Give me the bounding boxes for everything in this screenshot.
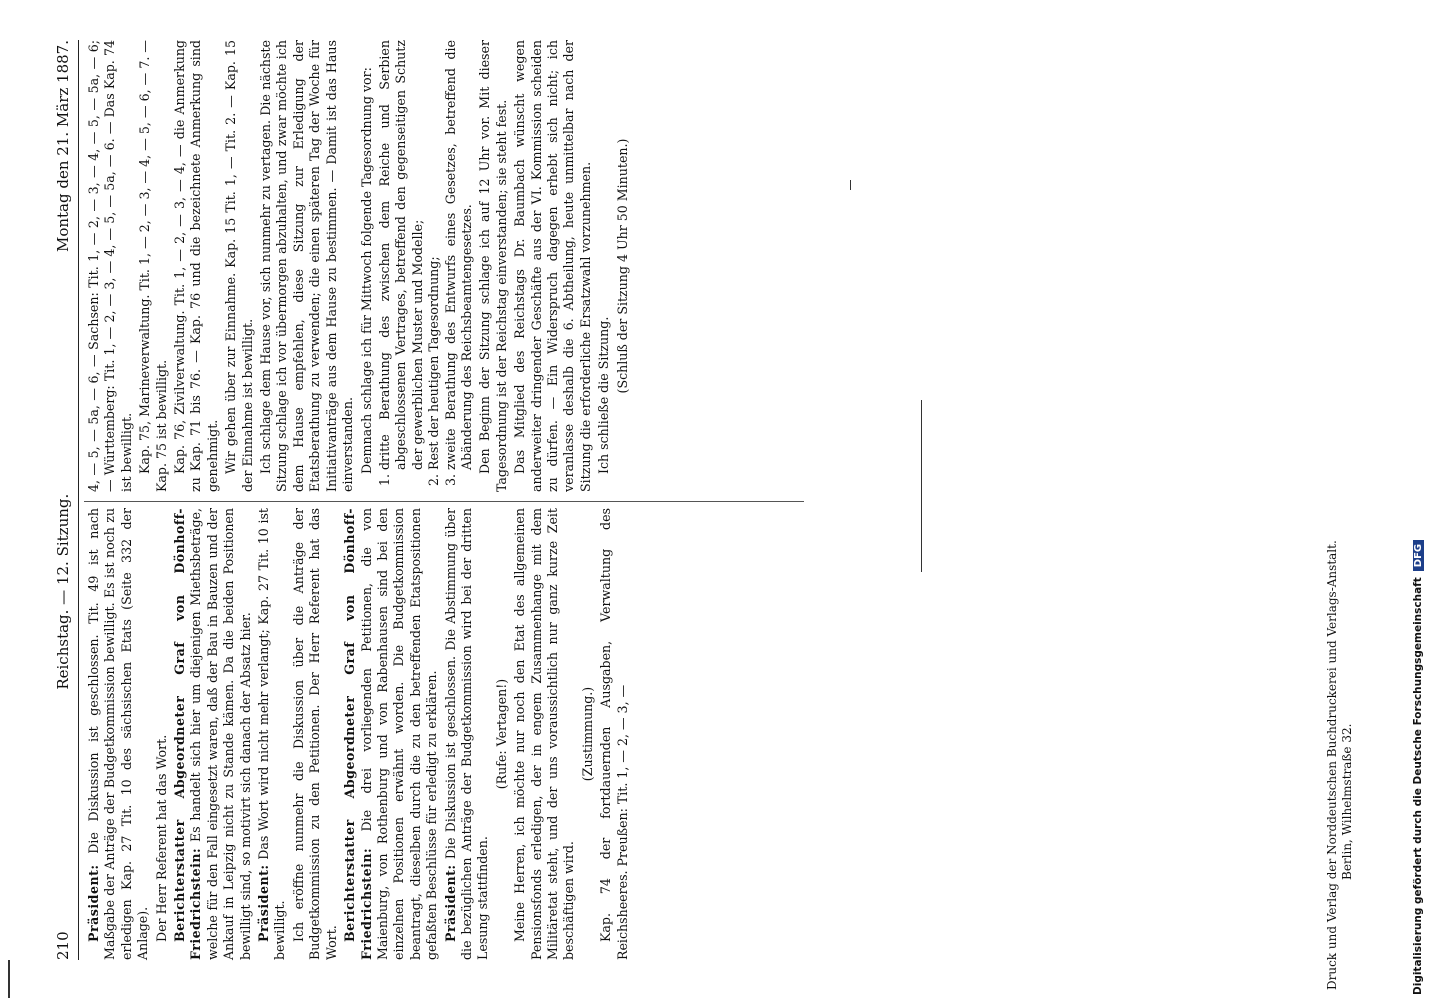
imprint-line-1: Druck und Verlag der Norddeutschen Buchdruckerei und Verlags-Anstalt. xyxy=(1325,540,1339,990)
header-title: Reichstag. — 12. Sitzung. xyxy=(54,493,72,690)
text-column-right xyxy=(86,40,806,492)
paragraph xyxy=(477,40,510,492)
column-divider xyxy=(84,501,804,502)
agenda-list xyxy=(377,40,475,492)
speaker-name: Präsident: xyxy=(86,864,101,942)
text-column-left xyxy=(86,508,806,960)
speaker-name: Berichterstatter Abgeordneter Graf von Dönhoff-Friedrichstein: xyxy=(172,508,204,960)
paragraph: (Rufe: Vertagen!) xyxy=(493,678,509,790)
paragraph-text: Den Beginn der Sitzung schlage ich auf 12 Uhr vor. Mit dieser Tagesordnung ist der Reichstag einverstanden; sie steht fest. xyxy=(477,40,509,492)
page-number: 210 xyxy=(54,931,72,960)
paragraph xyxy=(512,508,578,960)
paragraph xyxy=(596,40,612,492)
header-date: Montag den 21. März 1887. xyxy=(54,40,72,253)
digitization-text: Digitalisierung gefördert durch die Deutsche Forschungsgemeinschaft xyxy=(1412,577,1424,995)
paragraph-text: Es handelt sich hier um diejenigen Miethsbeträge, welche für den Fall eingesetzt waren, daß der Bau in Bauzen und der Ankauf in Leipzig nicht zu Stande kämen. Da die beiden Positionen bewilligt sind, so motivirt sich danach der Absatz hier. xyxy=(188,508,253,960)
paragraph xyxy=(223,40,256,492)
agenda-item: 3. zweite Berathung des Entwurfs eines Gesetzes, betreffend die Abänderung des Reichsbeamtengesetzes. xyxy=(443,40,476,470)
paragraph-text: Die Diskussion ist geschlossen. Tit. 49 ist nach Maßgabe der Anträge der Budgetkommission bewilligt. Es ist noch zu erledigen Kap. 27 Tit. 10 des sächsischen Etats (Seite 332 der Anlage). xyxy=(86,508,151,960)
paragraph xyxy=(258,40,356,492)
imprint xyxy=(1325,470,1355,990)
document-page xyxy=(50,40,810,960)
paragraph xyxy=(598,508,631,960)
paragraph xyxy=(154,508,170,960)
dfg-logo: DFG xyxy=(1413,540,1424,571)
paragraph-text: Das Mitglied des Reichstags Dr. Baumbach wünscht wegen anderweiter dringender Geschäfte aus der VI. Kommission scheiden zu dürfen. — Ein Widerspruch dagegen erhebt sich nicht; ich veranlasse deshalb die 6. Abtheilung, heute unmittelbar nach der Sitzung die erforderliche Ersatzwahl vorzunehmen. xyxy=(512,40,593,492)
paragraph-text: Ich schließe die Sitzung. xyxy=(596,316,612,474)
imprint-line-2: Berlin, Wilhelmstraße 32. xyxy=(1340,723,1354,880)
paragraph: (Zustimmung.) xyxy=(579,686,595,782)
paragraph xyxy=(512,40,594,492)
scan-artifact-line xyxy=(921,400,922,572)
paragraph-text: Demnach schlage ich für Mittwoch folgende Tagesordnung vor: xyxy=(358,67,374,474)
paragraph xyxy=(443,508,492,960)
paragraph-text: Das Wort wird nicht mehr verlangt; Kap. 27 Tit. 10 ist bewilligt. xyxy=(256,508,288,960)
paragraph xyxy=(291,508,340,960)
paragraph-text: Meine Herren, ich möchte nur noch den Etat des allgemeinen Pensionsfonds erledigen, der in engem Zusammenhange mit dem Militäretat steht, und der uns voraussichtlich nur ganz kurze Zeit beschäftigen wird. xyxy=(512,508,577,960)
speaker-name: Präsident: xyxy=(256,864,272,942)
paragraph-text: Die Diskussion ist geschlossen. Die Abstimmung über die bezüglichen Anträge der Budgetkommission wird bei der dritten Lesung stattfinden. xyxy=(442,508,491,960)
header-rule xyxy=(78,40,79,960)
paragraph xyxy=(172,40,221,492)
paragraph xyxy=(86,508,152,960)
running-header xyxy=(50,40,76,960)
speaker-name: Berichterstatter Abgeordneter Graf von Dönhoff-Friedrichstein: xyxy=(342,508,374,960)
paragraph: 4, — 5, — 5a, — 6, — Sachsen: Tit. 1, — 2, — 3, — 4, — 5, — 5a, — 6; — Württemberg: Tit. 1, — 2, — 3, — 4, — 5, — 5a, — 6. — Das Kap. 74 ist bewilligt. xyxy=(86,40,134,492)
digitization-notice xyxy=(1412,0,1424,995)
paragraph xyxy=(172,508,254,960)
scan-artifact-dot xyxy=(850,180,851,190)
agenda-item: 1. dritte Berathung des zwischen dem Reiche und Serbien abgeschlossenen Vertrages, betreffend den gegenseitigen Schutz der gewerblichen Muster und Modelle; xyxy=(377,40,426,470)
paragraph-text: Wir gehen über zur Einnahme. Kap. 15 Tit. 1, — Tit. 2. — Kap. 15 der Einnahme ist bewilligt. xyxy=(223,40,255,492)
paragraph: (Schluß der Sitzung 4 Uhr 50 Minuten.) xyxy=(614,138,630,394)
scan-artifact-edge xyxy=(8,960,10,998)
paragraph xyxy=(342,508,440,960)
paragraph-text: Kap. 76, Zivilverwaltung. Tit. 1, — 2, — 3, — 4, — die Anmerkung zu Kap. 71 bis 76. — Kap. 76 und die bezeichnete Anmerkung sind genehmigt. xyxy=(172,40,220,492)
paragraph xyxy=(137,40,170,492)
paragraph-text: Der Herr Referent hat das Wort. xyxy=(153,734,169,942)
agenda-item: 2. Rest der heutigen Tagesordnung; xyxy=(426,40,442,470)
paragraph-text: Ich schlage dem Hause vor, sich nunmehr zu vertagen. Die nächste Sitzung schlage ich vor übermorgen abzuhalten, und zwar möchte ich dem Hause empfehlen, diese Sitzung zur Erledigung der Etatsberathung zu verwenden; die einen späteren Tag der Woche für Initiativanträge aus dem Hause zu bestimmen. — Damit ist das Haus einverstanden. xyxy=(258,40,356,492)
paragraph-text: Die drei vorliegenden Petitionen, die von Maienburg, von Rothenburg und von Rabenhausen sind bei den einzelnen Positionen erwähnt worden. Die Budgetkommission beantragt, dieselben durch die zu den betreffenden Etatspositionen gefaßten Beschlüsse für erledigt zu erklären. xyxy=(358,508,440,960)
paragraph-text: Ich eröffne nunmehr die Diskussion über die Anträge der Budgetkommission zu den Petitionen. Der Herr Referent hat das Wort. xyxy=(290,508,339,960)
paragraph xyxy=(256,508,289,960)
speaker-name: Präsident: xyxy=(442,864,458,942)
paragraph-text: Kap. 75, Marineverwaltung. Tit. 1, — 2, — 3, — 4, — 5, — 6, — 7. — Kap. 75 ist bewilligt. xyxy=(137,40,169,492)
paragraph-text: Kap. 74 der fortdauernden Ausgaben, Verwaltung des Reichsheeres. Preußen: Tit. 1, — 2, — 3, — xyxy=(598,508,630,960)
paragraph xyxy=(359,40,375,492)
